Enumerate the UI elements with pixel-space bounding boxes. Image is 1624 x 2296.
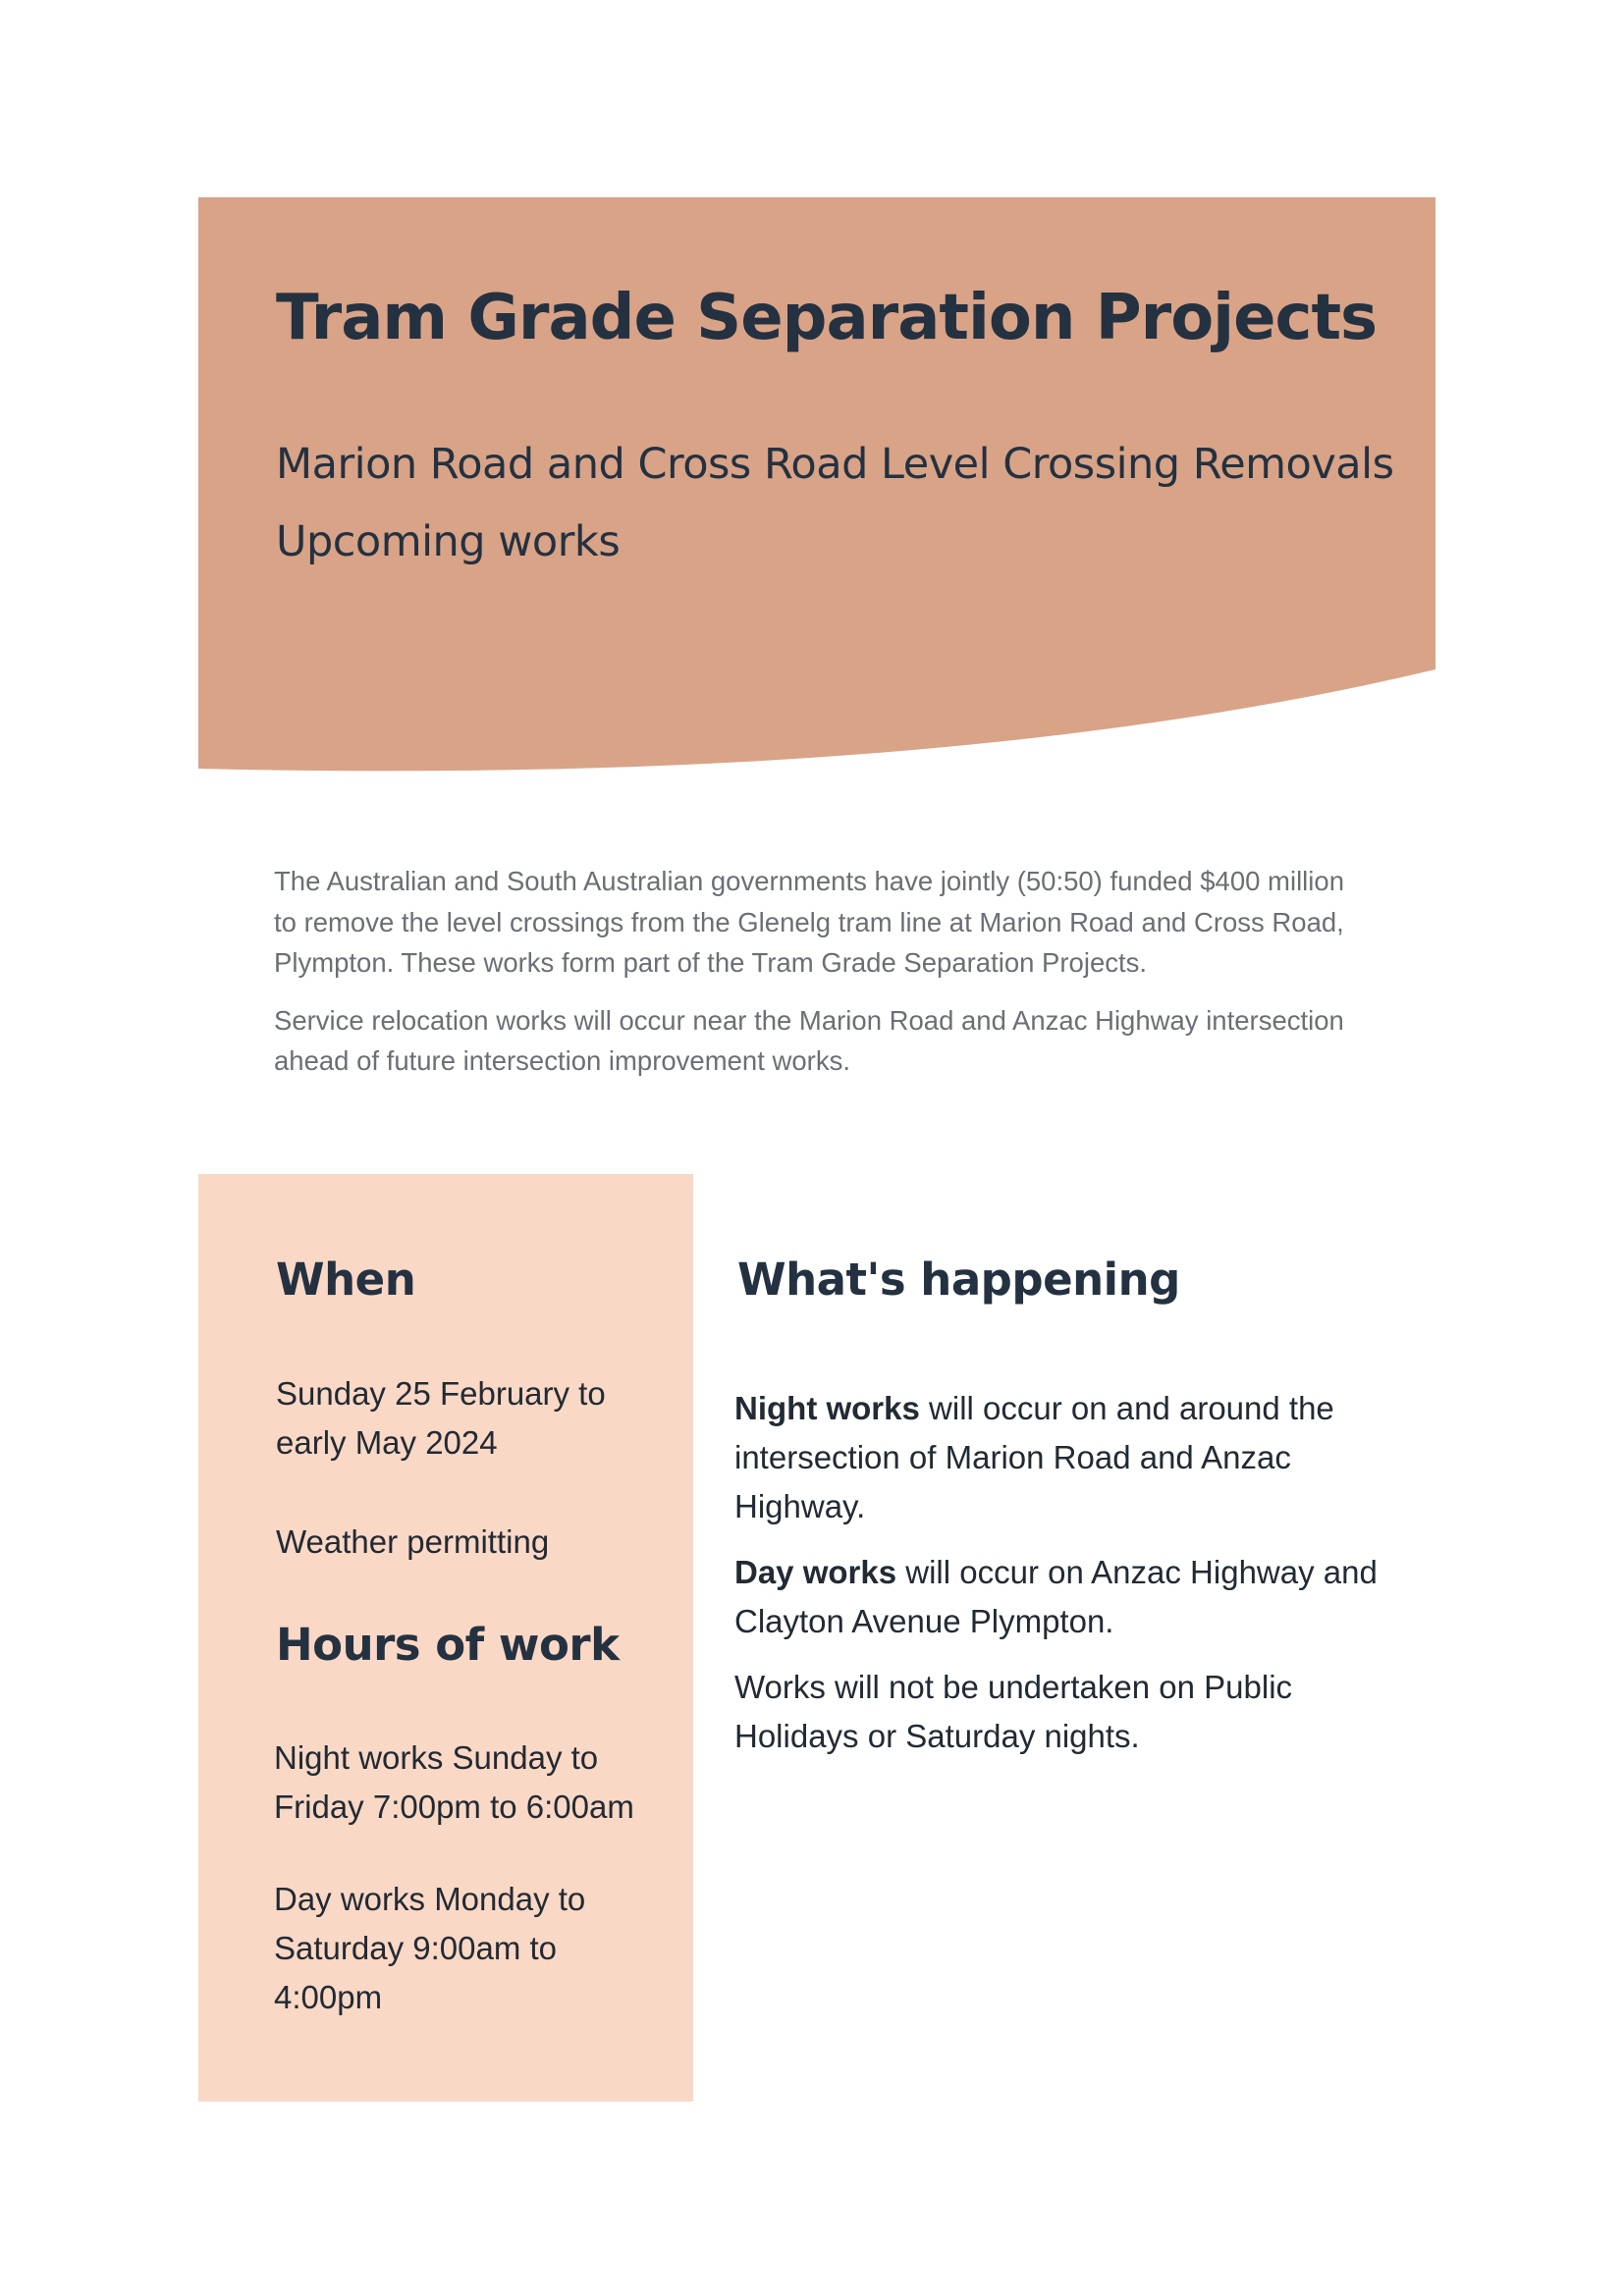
hours-heading: Hours of work [276,1619,620,1671]
when-heading: When [276,1254,416,1306]
weather-note: Weather permitting [276,1523,550,1560]
page-subtitle-secondary: Upcoming works [276,517,621,566]
night-works-label: Night works [734,1390,920,1426]
page-title: Tram Grade Separation Projects [276,282,1378,354]
when-dates: Sunday 25 February to early May 2024 [276,1375,606,1461]
happening-heading: What's happening [737,1254,1180,1306]
intro-paragraph: The Australian and South Australian governments have jointly (50:50) funded $400 million to remove the level crossings from the Glenelg tram line at Marion Road and Cross Road, Plympton. These works form part of the Tram Grade Separation Projects. [274,866,1344,978]
intro-section [274,861,1344,1098]
day-works-text: will occur on Anzac Highway and Clayton Avenue Plympton. [734,1554,1378,1639]
intro-paragraph: Service relocation works will occur near the Marion Road and Anzac Highway intersection ahead of future intersection improvement works. [274,1004,1344,1076]
holiday-note: Works will not be undertaken on Public Holidays or Saturday nights. [734,1669,1293,1754]
night-hours: Night works Sunday to Friday 7:00pm to 6:00am [274,1739,634,1825]
day-works-paragraph [734,1548,1382,1646]
day-hours: Day works Monday to Saturday 9:00am to 4:00pm [274,1881,586,2015]
night-works-text: will occur on and around the intersection of Marion Road and Anzac Highway. [734,1390,1334,1524]
night-works-paragraph [734,1384,1382,1531]
day-works-label: Day works [734,1554,897,1590]
page-subtitle: Marion Road and Cross Road Level Crossing Removals [276,440,1394,489]
